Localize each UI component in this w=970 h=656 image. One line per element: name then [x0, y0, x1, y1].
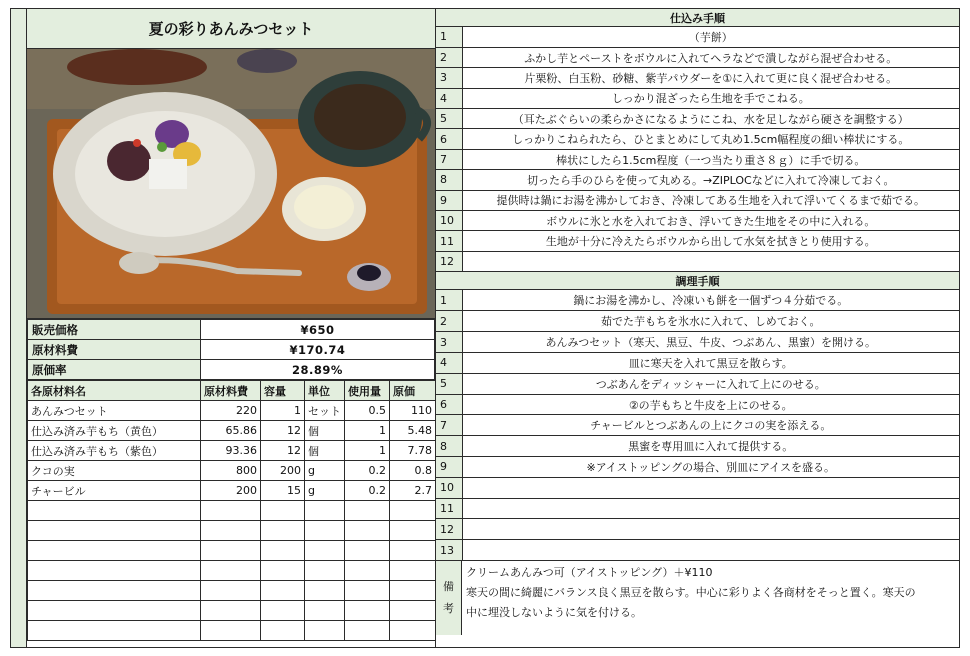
step-text: 黒蜜を専用皿に入れて提供する。: [462, 436, 959, 457]
step-text: チャービルとつぶあんの上にクコの実を添える。: [462, 415, 959, 436]
step-text: 皿に寒天を入れて黒豆を散らす。: [462, 353, 959, 374]
left-gutter: [11, 9, 27, 647]
prep-step-row: [436, 251, 959, 271]
summary-label: 原価率: [28, 360, 201, 380]
ingredient-price: 7.78: [390, 441, 436, 461]
ingredient-usage: 1: [345, 441, 390, 461]
ingredient-unit: [305, 621, 345, 641]
ingredient-name: 仕込み済み芋もち（紫色）: [28, 441, 201, 461]
ingredient-cost: 800: [201, 461, 261, 481]
col-header-capacity: 容量: [261, 381, 305, 401]
ingredient-name: [28, 581, 201, 601]
step-text: しっかり混ざったら生地を手でこねる。: [462, 88, 959, 108]
summary-label: 原材料費: [28, 340, 201, 360]
prep-step-row: [436, 47, 959, 67]
cook-step-row: [436, 394, 959, 415]
ingredient-unit: g: [305, 461, 345, 481]
cook-step-row: [436, 415, 959, 436]
notes-line: クリームあんみつ可（アイストッピング）＋¥110: [466, 566, 713, 580]
ingredient-capacity: [261, 521, 305, 541]
ingredient-cost: [201, 601, 261, 621]
step-number: 7: [436, 415, 462, 436]
ingredient-price: 2.7: [390, 481, 436, 501]
ingredient-unit: [305, 601, 345, 621]
step-text: 提供時は鍋にお湯を沸かしておき、冷凍してある生地を入れて浮いてくるまで茹でる。: [462, 190, 959, 210]
step-number: 2: [436, 311, 462, 332]
cook-step-row: [436, 353, 959, 374]
cook-step-row: [436, 290, 959, 311]
step-text: あんみつセット（寒天、黒豆、牛皮、つぶあん、黒蜜）を開ける。: [462, 332, 959, 353]
cook-step-row: [436, 332, 959, 353]
ingredient-usage: 0.5: [345, 401, 390, 421]
ingredient-cost: [201, 521, 261, 541]
prep-step-row: [436, 149, 959, 169]
ingredient-row: [28, 421, 436, 441]
ingredient-price: [390, 581, 436, 601]
ingredient-price: [390, 541, 436, 561]
step-number: 5: [436, 373, 462, 394]
step-text: [462, 477, 959, 498]
ingredient-unit: [305, 521, 345, 541]
ingredient-price: [390, 621, 436, 641]
step-number: 9: [436, 190, 462, 210]
ingredient-name: [28, 541, 201, 561]
step-number: 12: [436, 251, 462, 271]
step-text: [462, 251, 959, 271]
step-number: 10: [436, 477, 462, 498]
ingredients-table: [27, 380, 436, 641]
step-number: 8: [436, 436, 462, 457]
ingredient-usage: 0.2: [345, 461, 390, 481]
ingredient-name: クコの実: [28, 461, 201, 481]
cook-step-row: [436, 477, 959, 498]
notes-line: 寒天の間に綺麗にバランス良く黒豆を散らす。中心に彩りよく各商材をそっと置く。寒天の: [466, 586, 916, 600]
prep-step-row: [436, 231, 959, 251]
ingredient-capacity: 1: [261, 401, 305, 421]
ingredient-cost: [201, 581, 261, 601]
notes-label-char: 考: [443, 602, 454, 616]
step-text: （耳たぶぐらいの柔らかさになるようにこね、水を足しながら硬さを調整する）: [462, 109, 959, 129]
step-number: 11: [436, 231, 462, 251]
step-text: 鍋にお湯を沸かし、冷凍いも餅を一個ずつ４分茹でる。: [462, 290, 959, 311]
notes-label-char: 備: [443, 580, 454, 594]
summary-label: 販売価格: [28, 320, 201, 340]
ingredient-usage: [345, 621, 390, 641]
ingredient-name: [28, 601, 201, 621]
step-number: 7: [436, 149, 462, 169]
step-number: 4: [436, 353, 462, 374]
ingredient-name: [28, 561, 201, 581]
ingredient-row: [28, 621, 436, 641]
step-number: 3: [436, 68, 462, 88]
ingredient-name: [28, 501, 201, 521]
ingredient-price: 0.8: [390, 461, 436, 481]
ingredient-name: あんみつセット: [28, 401, 201, 421]
cook-step-row: [436, 436, 959, 457]
step-text: ②の芋もちと牛皮を上にのせる。: [462, 394, 959, 415]
ingredient-cost: 93.36: [201, 441, 261, 461]
ingredient-usage: [345, 501, 390, 521]
ingredient-unit: セット: [305, 401, 345, 421]
ingredient-row: [28, 501, 436, 521]
step-text: [462, 540, 959, 561]
ingredient-usage: 1: [345, 421, 390, 441]
ingredient-cost: [201, 621, 261, 641]
step-number: 2: [436, 47, 462, 67]
step-number: 13: [436, 540, 462, 561]
ingredient-capacity: [261, 561, 305, 581]
ingredient-cost: 220: [201, 401, 261, 421]
ingredient-cost: 200: [201, 481, 261, 501]
cook-section-title: 調理手順: [436, 272, 959, 290]
prep-step-row: [436, 109, 959, 129]
ingredient-row: [28, 461, 436, 481]
summary-value: ¥170.74: [201, 340, 435, 360]
cook-step-row: [436, 457, 959, 478]
ingredient-usage: [345, 601, 390, 621]
summary-value: 28.89%: [201, 360, 435, 380]
prep-step-row: [436, 27, 959, 47]
cook-step-row: [436, 311, 959, 332]
recipe-sheet: [10, 8, 960, 648]
ingredient-row: [28, 561, 436, 581]
right-panel: [435, 9, 959, 647]
step-number: 12: [436, 519, 462, 540]
ingredient-price: [390, 521, 436, 541]
summary-row: [28, 320, 435, 340]
ingredient-price: 110: [390, 401, 436, 421]
ingredient-usage: [345, 541, 390, 561]
ingredient-unit: g: [305, 481, 345, 501]
ingredient-capacity: 15: [261, 481, 305, 501]
prep-step-row: [436, 129, 959, 149]
ingredient-unit: 個: [305, 421, 345, 441]
ingredient-capacity: [261, 541, 305, 561]
step-text: ※アイストッピングの場合、別皿にアイスを盛る。: [462, 457, 959, 478]
col-header-price: 原価: [390, 381, 436, 401]
cook-step-row: [436, 540, 959, 561]
step-text: （芋餅）: [462, 27, 959, 47]
cook-step-row: [436, 519, 959, 540]
summary-value: ¥650: [201, 320, 435, 340]
step-number: 5: [436, 109, 462, 129]
step-text: つぶあんをディッシャーに入れて上にのせる。: [462, 373, 959, 394]
step-text: 茹でた芋もちを氷水に入れて、しめておく。: [462, 311, 959, 332]
col-header-usage: 使用量: [345, 381, 390, 401]
step-number: 3: [436, 332, 462, 353]
ingredient-name: 仕込み済み芋もち（黄色）: [28, 421, 201, 441]
summary-row: [28, 360, 435, 380]
ingredient-usage: [345, 521, 390, 541]
step-number: 6: [436, 394, 462, 415]
cook-step-row: [436, 373, 959, 394]
notes-section: [436, 561, 959, 635]
ingredient-row: [28, 441, 436, 461]
ingredient-capacity: 200: [261, 461, 305, 481]
ingredient-row: [28, 521, 436, 541]
prep-step-row: [436, 190, 959, 210]
ingredient-row: [28, 401, 436, 421]
left-panel: [27, 9, 435, 647]
ingredient-unit: [305, 581, 345, 601]
ingredient-capacity: [261, 621, 305, 641]
ingredient-name: チャービル: [28, 481, 201, 501]
prep-step-row: [436, 170, 959, 190]
ingredient-price: [390, 561, 436, 581]
step-text: 棒状にしたら1.5cm程度（一つ当たり重さ８ｇ）に手で切る。: [462, 149, 959, 169]
cook-steps-table: [436, 290, 959, 561]
step-text: ふかし芋とペーストをボウルに入れてヘラなどで潰しながら混ぜ合わせる。: [462, 47, 959, 67]
ingredient-row: [28, 581, 436, 601]
ingredient-capacity: [261, 601, 305, 621]
ingredient-capacity: 12: [261, 441, 305, 461]
col-header-unit: 単位: [305, 381, 345, 401]
cook-step-row: [436, 498, 959, 519]
step-number: 9: [436, 457, 462, 478]
ingredient-cost: [201, 561, 261, 581]
ingredient-capacity: [261, 581, 305, 601]
step-text: 生地が十分に冷えたらボウルから出して水気を拭きとり使用する。: [462, 231, 959, 251]
step-number: 11: [436, 498, 462, 519]
ingredient-usage: [345, 581, 390, 601]
ingredient-row: [28, 481, 436, 501]
ingredient-cost: 65.86: [201, 421, 261, 441]
notes-label: [436, 561, 462, 635]
summary-table: [27, 319, 435, 380]
step-number: 8: [436, 170, 462, 190]
ingredient-name: [28, 521, 201, 541]
ingredient-cost: [201, 501, 261, 521]
ingredient-usage: 0.2: [345, 481, 390, 501]
step-text: [462, 519, 959, 540]
ingredient-cost: [201, 541, 261, 561]
step-number: 6: [436, 129, 462, 149]
ingredient-row: [28, 541, 436, 561]
ingredient-price: [390, 501, 436, 521]
col-header-cost: 原材料費: [201, 381, 261, 401]
notes-text: [462, 561, 959, 635]
ingredient-unit: 個: [305, 441, 345, 461]
ingredients-header-row: [28, 381, 436, 401]
step-text: 切ったら手のひらを使って丸める。→ZIPLOCなどに入れて冷凍しておく。: [462, 170, 959, 190]
step-text: 片栗粉、白玉粉、砂糖、紫芋パウダーを①に入れて更に良く混ぜ合わせる。: [462, 68, 959, 88]
col-header-name: 各原材料名: [28, 381, 201, 401]
step-text: [462, 498, 959, 519]
prep-step-row: [436, 88, 959, 108]
step-text: ボウルに氷と水を入れておき、浮いてきた生地をその中に入れる。: [462, 211, 959, 231]
step-number: 1: [436, 290, 462, 311]
step-number: 10: [436, 211, 462, 231]
prep-steps-table: [436, 27, 959, 272]
prep-step-row: [436, 211, 959, 231]
ingredient-capacity: [261, 501, 305, 521]
step-number: 4: [436, 88, 462, 108]
dessert-photo: [27, 49, 435, 319]
ingredient-unit: [305, 561, 345, 581]
notes-line: 中に埋没しないように気を付ける。: [466, 606, 642, 620]
prep-section-title: 仕込み手順: [436, 9, 959, 27]
anmitsu-dessert-photo: [27, 49, 435, 319]
ingredient-name: [28, 621, 201, 641]
ingredient-price: 5.48: [390, 421, 436, 441]
ingredient-price: [390, 601, 436, 621]
ingredient-usage: [345, 561, 390, 581]
ingredient-unit: [305, 501, 345, 521]
summary-row: [28, 340, 435, 360]
prep-step-row: [436, 68, 959, 88]
step-text: しっかりこねられたら、ひとまとめにして丸め1.5cm幅程度の細い棒状にする。: [462, 129, 959, 149]
recipe-title: 夏の彩りあんみつセット: [27, 9, 435, 49]
ingredient-capacity: 12: [261, 421, 305, 441]
ingredient-unit: [305, 541, 345, 561]
ingredient-row: [28, 601, 436, 621]
step-number: 1: [436, 27, 462, 47]
